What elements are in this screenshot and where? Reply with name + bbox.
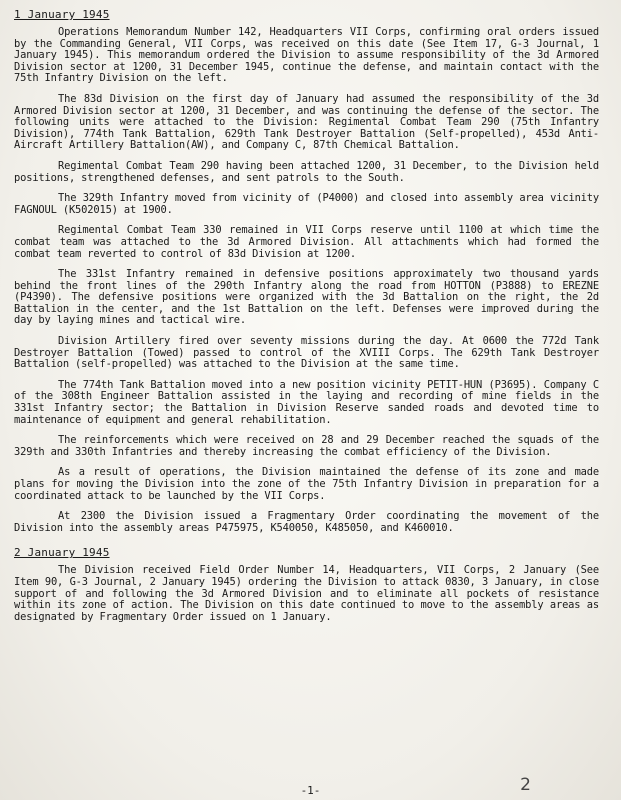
paragraph-331st-infantry: The 331st Infantry remained in defensive positions approximately two thousand yards behind the front lines of the 290th Infantry along the road from HOTTON (P3888) to EREZNE (P4390). The defensive positions were organized with the 3d Battalion on the right, the 2d Battalion in the center, and the 1st Battalion on the left. Defenses were improved during the day by laying mines and tactical wire.: [14, 268, 599, 327]
paragraph-rct-330: Regimental Combat Team 330 remained in VII Corps reserve until 1100 at which time the combat team was attached to the 3d Armored Division. All attachments which had formed the combat team reverted to control of 83d Division at 1200.: [14, 224, 599, 260]
paragraph-result-of-operations: As a result of operations, the Division maintained the defense of its zone and made plans for moving the Division into the zone of the 75th Infantry Division in preparation for a coordinated attack to be launched by the VII Corps.: [14, 466, 599, 502]
section-date-heading: 2 January 1945: [14, 546, 110, 560]
section-date-heading: 1 January 1945: [14, 8, 110, 21]
page-number: -1-: [300, 784, 321, 797]
paragraph-83d-division-attachments: The 83d Division on the first day of January had assumed the responsibility of the 3d Armored Division sector at 1200, 31 December, and was continuing the defense of the sector. The following units were attached to the Division: Regimental Combat Team 290 (75th Infantry Division), 774th Tank Battalion, 629th Tank Destroyer Battalion (Self-propelled), 453d Anti-Aircraft Artillery Battalion(AW), and Company C, 87th Chemical Battalion.: [14, 92, 599, 152]
paragraph-field-order-14: The Division received Field Order Number 14, Headquarters, VII Corps, 2 January (See Item 90, G-3 Journal, 2 January 1945) ordering the Division to attack 0830, 3 January, in close support of and following the 3d Armored Division and to eliminate all pockets of resistance within its zone of action. The Division on this date continued to move to the assembly areas as designated by Fragmentary Order issued on 1 January.: [14, 564, 599, 623]
paragraph-reinforcements: The reinforcements which were received on 28 and 29 December reached the squads of the 329th and 330th Infantries and thereby increasing the combat efficiency of the Division.: [14, 434, 599, 458]
paragraph-774th-tank-battalion: The 774th Tank Battalion moved into a new position vicinity PETIT-HUN (P3695). Company C of the 308th Engineer Battalion assisted in the laying and recording of mine fields in the 331st Infantry sector; the Battalion in Division Reserve sanded roads and devoted time to maintenance of equipment and general rehabilitation.: [14, 378, 599, 426]
paragraph-operations-memorandum: Operations Memorandum Number 142, Headquarters VII Corps, confirming oral orders issued by the Commanding General, VII Corps, was received on this date (See Item 17, G-3 Journal, 1 January 1945). This memorandum ordered the Division to assume responsibility of the 3d Armored Division sector at 1200, 31 December 1945, continue the defense, and maintain contact with the 75th Infantry Division on the left.: [14, 26, 599, 85]
handwritten-page-number: 2: [520, 775, 531, 795]
paragraph-329th-infantry: The 329th Infantry moved from vicinity of (P4000) and closed into assembly area vicinity FAGNOUL (K502015) at 1900.: [14, 192, 599, 216]
paragraph-rct-290: Regimental Combat Team 290 having been attached 1200, 31 December, to the Division held positions, strengthened defenses, and sent patrols to the South.: [14, 159, 599, 184]
paragraph-division-artillery: Division Artillery fired over seventy missions during the day. At 0600 the 772d Tank Destroyer Battalion (Towed) passed to control of the XVIII Corps. The 629th Tank Destroyer Battalion (self-propelled) was attached to the Division at the same time.: [14, 335, 599, 371]
paragraph-fragmentary-order: At 2300 the Division issued a Fragmentary Order coordinating the movement of the Division into the assembly areas P475975, K540050, K485050, and K460010.: [14, 510, 599, 534]
